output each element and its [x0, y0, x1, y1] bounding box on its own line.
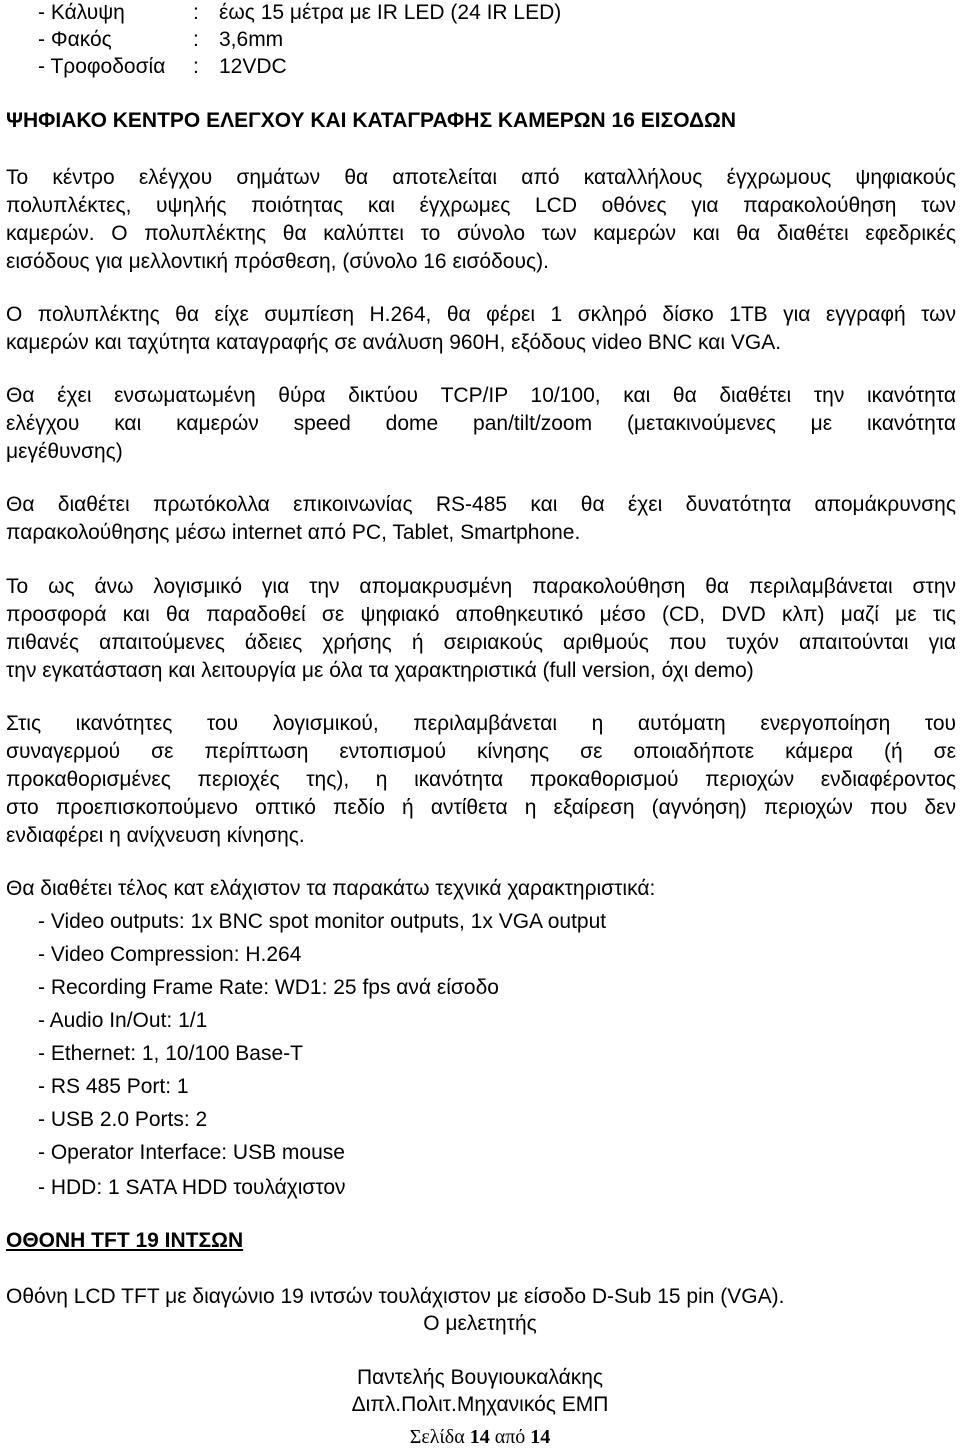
page-total: 14	[530, 1426, 551, 1448]
paragraph-line: στο προεπισκοπούμενο οπτικό πεδίο ή αντίθετα η εξαίρεση (αγνόηση) περιοχών που δεν	[6, 796, 956, 819]
paragraph-line: καμερών και ταχύτητα καταγραφής σε ανάλυση 960H, εξόδους video BNC και VGA.	[6, 331, 782, 354]
spec-row-lens: - Φακός : 3,6mm	[38, 28, 284, 51]
section-heading-monitor: ΟΘΟΝΗ TFT 19 ΙΝΤΣΩΝ	[6, 1229, 244, 1252]
list-item: - Operator Interface: USB mouse	[38, 1141, 345, 1164]
list-item: - HDD: 1 SATA HDD τουλάχιστον	[38, 1176, 346, 1199]
paragraph-line: πολυπλέκτες, υψηλής ποιότητας και έγχρωμες LCD οθόνες για παρακολούθηση των	[6, 194, 956, 217]
paragraph-line: Οθόνη LCD TFT με διαγώνιο 19 ιντσών τουλάχιστον με είσοδο D-Sub 15 pin (VGA).	[6, 1285, 785, 1308]
paragraph-line: Θα διαθέτει τέλος κατ ελάχιστον τα παρακάτω τεχνικά χαρακτηριστικά:	[6, 877, 656, 900]
paragraph-line: πιθανές απαιτούμενες άδειες χρήσης ή σειριακούς αριθμούς που τυχόν απαιτούνται για	[6, 631, 956, 654]
list-item: - RS 485 Port: 1	[38, 1075, 189, 1098]
list-item: - Recording Frame Rate: WD1: 25 fps ανά είσοδο	[38, 976, 499, 999]
list-item: - Audio In/Out: 1/1	[38, 1009, 208, 1032]
paragraph-line: Στις ικανότητες του λογισμικού, περιλαμβάνεται η αυτόματη ενεργοποίηση του	[6, 712, 956, 735]
signature-role: Ο μελετητής	[423, 1312, 537, 1335]
paragraph-line: Το κέντρο ελέγχου σημάτων θα αποτελείται από καταλλήλους έγχρωμους ψηφιακούς	[6, 166, 956, 189]
paragraph-line: παρακολούθησης μέσω internet από PC, Tablet, Smartphone.	[6, 521, 581, 544]
paragraph-line: καμερών. Ο πολυπλέκτης θα καλύπτει το σύνολο των καμερών και θα διαθέτει εφεδρικές	[6, 222, 956, 245]
paragraph-line: Θα διαθέτει πρωτόκολλα επικοινωνίας RS-485 και θα έχει δυνατότητα απομάκρυνσης	[6, 493, 956, 516]
paragraph-line: Θα έχει ενσωματωμένη θύρα δικτύου TCP/IP 10/100, και θα διαθέτει την ικανότητα	[6, 384, 956, 407]
paragraph-line: ελέγχου και καμερών speed dome pan/tilt/zoom (μετακινούμενες με ικανότητα	[6, 412, 956, 435]
paragraph-line: προκαθορισμένες περιοχές της), η ικανότητα προκαθορισμού περιοχών ενδιαφέροντος	[6, 768, 956, 791]
page-number: 14	[469, 1426, 490, 1448]
signature-name: Παντελής Βουγιουκαλάκης	[356, 1366, 604, 1389]
list-item: - USB 2.0 Ports: 2	[38, 1108, 208, 1131]
paragraph-line: εισόδους για μελλοντική πρόσθεση, (σύνολο 16 εισόδους).	[6, 250, 549, 273]
paragraph-line: Ο πολυπλέκτης θα είχε συμπίεση H.264, θα φέρει 1 σκληρό δίσκο 1TB για εγγραφή των	[6, 303, 956, 326]
spec-row-coverage: - Κάλυψη : έως 15 μέτρα με IR LED (24 IR LED)	[38, 1, 562, 24]
page-footer: Σελίδα 14 από 14	[409, 1426, 551, 1448]
list-item: - Ethernet: 1, 10/100 Base-T	[38, 1042, 303, 1065]
paragraph-line: την εγκατάσταση και λειτουργία με όλα τα χαρακτηριστικά (full version, όχι demo)	[6, 659, 754, 682]
paragraph-line: μεγέθυνσης)	[6, 440, 123, 463]
paragraph-line: συναγερμού σε περίπτωση εντοπισμού κίνησης σε οποιαδήποτε κάμερα (ή σε	[6, 740, 956, 763]
section-heading-dvr: ΨΗΦΙΑΚΟ ΚΕΝΤΡΟ ΕΛΕΓΧΟΥ ΚΑΙ ΚΑΤΑΓΡΑΦΗΣ ΚΑΜΕΡΩΝ 16 ΕΙΣΟΔΩΝ	[6, 109, 737, 132]
list-item: - Video outputs: 1x BNC spot monitor outputs, 1x VGA output	[38, 910, 607, 933]
spec-row-power: - Τροφοδοσία : 12VDC	[38, 55, 287, 78]
paragraph-line: ενδιαφέρει η ανίχνευση κίνησης.	[6, 824, 305, 847]
list-item: - Video Compression: H.264	[38, 943, 302, 966]
paragraph-line: Το ως άνω λογισμικό για την απομακρυσμένη παρακολούθηση θα περιλαμβάνεται στην	[6, 575, 956, 598]
paragraph-line: προσφορά και θα παραδοθεί σε ψηφιακό αποθηκευτικό μέσο (CD, DVD κλπ) μαζί με τις	[6, 603, 956, 626]
signature-title: Διπλ.Πολιτ.Μηχανικός ΕΜΠ	[351, 1393, 609, 1416]
